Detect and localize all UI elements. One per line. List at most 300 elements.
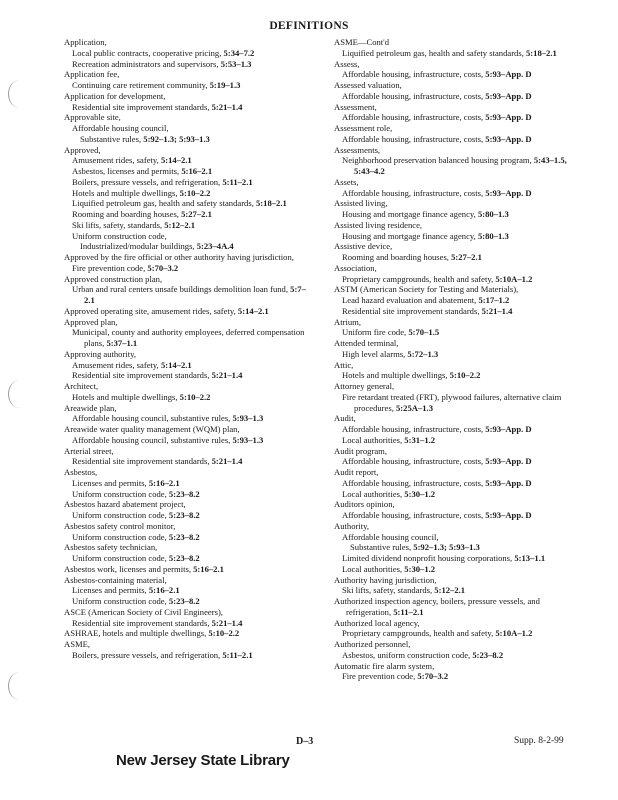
index-subentry bbox=[64, 478, 312, 489]
index-subentry bbox=[334, 48, 584, 59]
index-subentry bbox=[64, 155, 312, 166]
entry-text: Authorized personnel, bbox=[334, 639, 411, 649]
entry-text: Approved, bbox=[64, 144, 101, 155]
entry-text: Uniform construction code, bbox=[72, 553, 169, 563]
citation: 5:34–7.2 bbox=[223, 47, 255, 58]
entry-text: Rooming and boarding houses, bbox=[72, 209, 182, 219]
entry-text: Affordable housing, infrastructure, costs, bbox=[342, 112, 486, 123]
entry-text: Uniform construction code, bbox=[72, 510, 169, 520]
index-term bbox=[64, 91, 312, 102]
index-term bbox=[64, 446, 312, 457]
entry-text: Neighborhood preservation balanced housing program, bbox=[342, 155, 534, 166]
index-term bbox=[64, 575, 312, 586]
citation: 5:93–1.3 bbox=[232, 434, 264, 445]
index-term bbox=[64, 403, 312, 414]
entry-text: Fire prevention code, bbox=[72, 262, 148, 273]
entry-text: Affordable housing council, bbox=[72, 123, 169, 133]
entry-text: Boilers, pressure vessels, and refrigeration, bbox=[72, 176, 223, 187]
entry-text: ASME—Cont'd bbox=[334, 37, 390, 47]
citation: 5:10–2.2 bbox=[208, 628, 240, 639]
entry-text: Rooming and boarding houses, bbox=[342, 252, 452, 262]
index-subentry bbox=[64, 456, 312, 467]
entry-text: Attended terminal, bbox=[334, 338, 399, 348]
entry-text: Substantive rules, bbox=[350, 542, 414, 553]
citation: 5:80–1.3 bbox=[477, 209, 509, 219]
citation: 5:93–App. D bbox=[485, 90, 532, 101]
index-subentry bbox=[64, 553, 312, 564]
entry-text: Affordable housing, infrastructure, costs, bbox=[342, 510, 486, 520]
entry-text: Application fee, bbox=[64, 69, 120, 80]
index-subentry bbox=[64, 188, 312, 199]
index-term bbox=[334, 381, 584, 392]
entry-text: Architect, bbox=[64, 381, 99, 391]
entry-text: Authorized local agency, bbox=[334, 617, 420, 628]
entry-text: Residential site improvement standards, bbox=[72, 370, 212, 381]
entry-text: Affordable housing, infrastructure, costs, bbox=[342, 477, 486, 488]
index-term bbox=[334, 263, 584, 274]
index-term bbox=[334, 241, 584, 252]
entry-text: Housing and mortgage finance agency, bbox=[342, 230, 478, 241]
entry-text: Residential site improvement standards, bbox=[72, 101, 212, 112]
index-term bbox=[334, 521, 584, 532]
entry-text: Lead hazard evaluation and abatement, bbox=[342, 295, 479, 305]
citation: 5:23–8.2 bbox=[168, 553, 200, 563]
index-subentry bbox=[64, 650, 312, 661]
index-term bbox=[334, 177, 584, 188]
citation: 5:25A–1.3 bbox=[396, 402, 433, 413]
citation: 5:12–2.1 bbox=[434, 585, 466, 596]
index-term bbox=[64, 607, 312, 618]
index-subentry bbox=[334, 155, 584, 177]
binder-hole-middle bbox=[8, 380, 31, 408]
index-subentry bbox=[334, 231, 584, 242]
entry-text: Authorized inspection agency, boilers, pressure vessels, and refrigeration, bbox=[334, 596, 540, 617]
citation: 5:93–App. D bbox=[485, 456, 532, 467]
index-subentry bbox=[334, 349, 584, 360]
entry-text: Approved by the fire official or other authority having jurisdiction, bbox=[64, 252, 294, 262]
index-term bbox=[334, 220, 584, 231]
citation: 5:16–2.1 bbox=[148, 477, 180, 488]
index-subentry bbox=[64, 177, 312, 188]
entry-text: Asbestos-containing material, bbox=[64, 574, 167, 585]
entry-text: ASTM (American Society for Testing and Materials), bbox=[334, 284, 519, 295]
entry-text: Residential site improvement standards, bbox=[72, 456, 212, 467]
index-term bbox=[64, 467, 312, 478]
citation: 5:92–1.3; 5:93–1.3 bbox=[143, 133, 210, 144]
citation: 5:10–2.2 bbox=[179, 391, 211, 402]
entry-text: Audit report, bbox=[334, 467, 379, 477]
entry-text: Fire retardant treated (FRT), plywood failures, alternative claim procedures, bbox=[342, 391, 562, 413]
index-subentry bbox=[334, 532, 584, 543]
index-term bbox=[64, 564, 312, 575]
entry-text: Affordable housing council, substantive rules, bbox=[72, 413, 233, 424]
index-term bbox=[64, 639, 312, 650]
index-subentry bbox=[64, 80, 312, 91]
page-number: D–3 bbox=[296, 736, 314, 747]
entry-text: Boilers, pressure vessels, and refrigeration, bbox=[72, 649, 223, 660]
citation: 5:12–2.1 bbox=[164, 219, 196, 230]
entry-text: Hotels and multiple dwellings, bbox=[72, 187, 180, 198]
entry-text: Local authorities, bbox=[342, 488, 405, 499]
citation: 5:10–2.2 bbox=[449, 370, 481, 381]
entry-text: Limited dividend nonprofit housing corporations, bbox=[342, 553, 515, 563]
citation: 5:27–2.1 bbox=[181, 209, 212, 219]
entry-text: Amusement rides, safety, bbox=[72, 359, 161, 370]
left-column bbox=[64, 37, 312, 661]
entry-text: Assisted living, bbox=[334, 198, 388, 209]
index-subentry bbox=[334, 424, 584, 435]
entry-text: Approvable site, bbox=[64, 112, 121, 123]
entry-text: Affordable housing, infrastructure, costs, bbox=[342, 133, 486, 144]
citation: 5:11–2.1 bbox=[222, 176, 253, 187]
entry-text: Amusement rides, safety, bbox=[72, 155, 161, 166]
index-subentry bbox=[64, 489, 312, 500]
entry-text: Arterial street, bbox=[64, 445, 114, 456]
index-subentry bbox=[334, 456, 584, 467]
citation: 5:17–1.2 bbox=[478, 295, 510, 305]
citation: 5:93–App. D bbox=[485, 510, 532, 520]
index-term bbox=[64, 317, 312, 328]
index-subentry bbox=[64, 48, 312, 59]
index-subentry bbox=[334, 327, 584, 338]
entry-text: Liquified petroleum gas, health and safety standards, bbox=[72, 198, 256, 209]
entry-text: Municipal, county and authority employees, deferred compensation plans, bbox=[72, 327, 305, 348]
index-subentry bbox=[334, 650, 584, 661]
entry-text: Assisted living residence, bbox=[334, 219, 423, 230]
index-subentry bbox=[334, 553, 584, 564]
index-term bbox=[64, 274, 312, 285]
citation: 5:10A–1.2 bbox=[495, 273, 533, 284]
index-subentry bbox=[334, 435, 584, 446]
entry-text: Assets, bbox=[334, 176, 359, 187]
entry-text: Hotels and multiple dwellings, bbox=[72, 391, 180, 402]
entry-text: ASME, bbox=[64, 639, 91, 649]
entry-text: Substantive rules, bbox=[80, 133, 144, 144]
entry-text: Assessed valuation, bbox=[334, 80, 402, 90]
citation: 5:93–App. D bbox=[485, 187, 532, 198]
citation: 5:70–3.2 bbox=[147, 262, 179, 273]
citation: 5:31–1.2 bbox=[404, 434, 436, 445]
entry-text: Approving authority, bbox=[64, 348, 137, 359]
citation: 5:23–8.2 bbox=[168, 596, 200, 606]
index-subentry bbox=[64, 123, 312, 134]
index-term bbox=[334, 639, 584, 650]
page-title: DEFINITIONS bbox=[269, 20, 349, 32]
entry-text: Affordable housing, infrastructure, costs, bbox=[342, 90, 486, 101]
index-subentry bbox=[64, 413, 312, 424]
index-subentry bbox=[334, 295, 584, 306]
index-term bbox=[334, 338, 584, 349]
citation: 5:21–1.4 bbox=[211, 101, 243, 112]
entry-text: Uniform construction code, bbox=[72, 596, 169, 606]
index-term bbox=[64, 306, 312, 317]
entry-text: Assessments, bbox=[334, 144, 381, 155]
entry-text: Auditors opinion, bbox=[334, 499, 395, 510]
citation: 5:23–8.2 bbox=[168, 510, 200, 520]
index-term bbox=[64, 349, 312, 360]
entry-text: Local authorities, bbox=[342, 434, 405, 445]
entry-text: Affordable housing, infrastructure, costs, bbox=[342, 69, 486, 80]
index-subentry bbox=[334, 209, 584, 220]
citation: 5:18–2.1 bbox=[526, 47, 557, 58]
index-subentry bbox=[334, 274, 584, 285]
entry-text: High level alarms, bbox=[342, 348, 408, 359]
citation: 5:14–2.1 bbox=[160, 155, 192, 166]
index-term bbox=[334, 123, 584, 134]
entry-text: Asbestos safety technician, bbox=[64, 542, 158, 553]
index-subentry bbox=[334, 91, 584, 102]
index-subentry bbox=[64, 284, 312, 306]
index-term bbox=[334, 80, 584, 91]
entry-text: Automatic fire alarm system, bbox=[334, 660, 435, 671]
citation: 5:21–1.4 bbox=[481, 305, 513, 316]
citation: 5:21–1.4 bbox=[211, 370, 243, 381]
citation: 5:53–1.3 bbox=[220, 58, 252, 69]
index-subentry bbox=[64, 510, 312, 521]
entry-text: Local authorities, bbox=[342, 563, 405, 574]
index-term bbox=[334, 284, 584, 295]
index-term bbox=[64, 499, 312, 510]
entry-text: Assistive device, bbox=[334, 241, 393, 252]
index-subentry bbox=[334, 69, 584, 80]
citation: 5:93–1.3 bbox=[232, 413, 264, 424]
entry-text: Affordable housing council, substantive rules, bbox=[72, 434, 233, 445]
supplement-date: Supp. 8-2-99 bbox=[514, 736, 564, 746]
entry-text: Uniform construction code, bbox=[72, 230, 167, 241]
entry-text: Asbestos, bbox=[64, 467, 98, 477]
entry-text: Residential site improvement standards, bbox=[342, 305, 482, 316]
entry-text: Asbestos, uniform construction code, bbox=[342, 649, 473, 660]
index-term bbox=[334, 446, 584, 457]
index-subentry bbox=[334, 489, 584, 500]
entry-text: Proprietary campgrounds, health and safety, bbox=[342, 273, 496, 284]
citation: 5:80–1.3 bbox=[477, 230, 509, 241]
index-term bbox=[64, 69, 312, 80]
citation: 5:23–8.2 bbox=[472, 649, 504, 660]
index-subentry bbox=[64, 198, 312, 209]
index-term bbox=[334, 661, 584, 672]
index-subentry bbox=[64, 327, 312, 349]
index-subentry bbox=[334, 585, 584, 596]
citation: 5:23–8.2 bbox=[168, 488, 200, 499]
entry-text: Asbestos hazard abatement project, bbox=[64, 499, 186, 510]
entry-text: ASHRAE, hotels and multiple dwellings, bbox=[64, 628, 209, 639]
citation: 5:30–1.2 bbox=[404, 488, 436, 499]
entry-text: Approved construction plan, bbox=[64, 273, 163, 284]
right-column bbox=[334, 37, 584, 682]
index-subentry bbox=[334, 510, 584, 521]
citation: 5:10A–1.2 bbox=[495, 628, 533, 639]
citation: 5:23–8.2 bbox=[168, 531, 200, 542]
index-subentry bbox=[334, 564, 584, 575]
index-subentry bbox=[64, 263, 312, 274]
citation: 5:93–App. D bbox=[485, 112, 532, 123]
entry-text: Attorney general, bbox=[334, 381, 395, 391]
entry-text: Affordable housing, infrastructure, costs, bbox=[342, 456, 486, 467]
entry-text: Application for development, bbox=[64, 90, 166, 101]
citation: 5:14–2.1 bbox=[160, 359, 192, 370]
index-term bbox=[334, 37, 584, 48]
index-subentry bbox=[334, 252, 584, 263]
index-term bbox=[334, 145, 584, 156]
entry-text: Recreation administrators and supervisors, bbox=[72, 58, 221, 69]
index-subentry bbox=[64, 220, 312, 231]
citation: 5:14–2.1 bbox=[237, 305, 269, 316]
entry-text: Assessment role, bbox=[334, 123, 393, 133]
citation: 5:92–1.3; 5:93–1.3 bbox=[413, 542, 480, 553]
index-term bbox=[334, 59, 584, 70]
citation: 5:16–2.1 bbox=[148, 585, 180, 596]
entry-text: Residential site improvement standards, bbox=[72, 617, 212, 628]
binder-hole-top bbox=[8, 80, 31, 108]
index-subentry bbox=[64, 241, 312, 252]
index-subentry bbox=[64, 360, 312, 371]
entry-text: Licenses and permits, bbox=[72, 585, 149, 596]
index-term bbox=[64, 521, 312, 532]
entry-text: Application, bbox=[64, 37, 107, 47]
index-term bbox=[64, 628, 312, 639]
index-subentry bbox=[334, 392, 584, 414]
citation: 5:43–1.5, 5:43–4.2 bbox=[354, 155, 567, 176]
entry-text: Approved plan, bbox=[64, 316, 118, 327]
entry-text: Authority having jurisdiction, bbox=[334, 574, 437, 585]
entry-text: Fire prevention code, bbox=[342, 671, 418, 682]
entry-text: Affordable housing, infrastructure, costs, bbox=[342, 424, 486, 434]
index-term bbox=[64, 37, 312, 48]
entry-text: Proprietary campgrounds, health and safety, bbox=[342, 628, 496, 639]
entry-text: Assessment, bbox=[334, 101, 377, 112]
entry-text: Housing and mortgage finance agency, bbox=[342, 209, 478, 219]
index-subentry bbox=[64, 231, 312, 242]
index-subentry bbox=[64, 102, 312, 113]
index-subentry bbox=[64, 166, 312, 177]
entry-text: Urban and rural centers unsafe buildings demolition loan fund, bbox=[72, 284, 291, 295]
citation: 5:10–2.2 bbox=[179, 187, 211, 198]
entry-text: Affordable housing council, bbox=[342, 531, 439, 542]
index-subentry bbox=[64, 209, 312, 220]
entry-text: Asbestos safety control monitor, bbox=[64, 520, 176, 531]
index-term bbox=[334, 198, 584, 209]
index-subentry bbox=[334, 134, 584, 145]
entry-text: Licenses and permits, bbox=[72, 477, 149, 488]
index-subentry bbox=[334, 671, 584, 682]
index-subentry bbox=[334, 542, 584, 553]
index-subentry bbox=[64, 585, 312, 596]
entry-text: Industrialized/modular buildings, bbox=[80, 241, 197, 252]
index-term bbox=[334, 618, 584, 629]
citation: 5:93–App. D bbox=[485, 69, 532, 80]
index-term bbox=[334, 102, 584, 113]
entry-text: Areawide plan, bbox=[64, 402, 117, 413]
index-term bbox=[334, 413, 584, 424]
citation: 5:37–1.1 bbox=[106, 338, 138, 348]
index-subentry bbox=[64, 134, 312, 145]
citation: 5:16–2.1 bbox=[181, 166, 213, 176]
index-subentry bbox=[334, 188, 584, 199]
entry-text: Local public contracts, cooperative pricing, bbox=[72, 47, 224, 58]
index-term bbox=[334, 575, 584, 586]
index-term bbox=[334, 360, 584, 371]
entry-text: Attic, bbox=[334, 359, 354, 370]
index-term bbox=[334, 317, 584, 328]
index-subentry bbox=[334, 306, 584, 317]
index-term bbox=[64, 424, 312, 435]
citation: 5:13–1.1 bbox=[514, 553, 546, 563]
entry-text: Affordable housing, infrastructure, costs, bbox=[342, 187, 486, 198]
index-term bbox=[334, 596, 584, 618]
entry-text: Authority, bbox=[334, 520, 370, 531]
entry-text: Association, bbox=[334, 262, 377, 273]
index-term bbox=[64, 252, 312, 263]
entry-text: Approved operating site, amusement rides, safety, bbox=[64, 305, 238, 316]
citation: 5:11–2.1 bbox=[222, 649, 253, 660]
entry-text: Ski lifts, safety, standards, bbox=[72, 219, 165, 230]
index-term bbox=[334, 499, 584, 510]
citation: 5:18–2.1 bbox=[256, 198, 287, 209]
entry-text: ASCE (American Society of Civil Engineers), bbox=[64, 606, 223, 617]
index-subentry bbox=[64, 532, 312, 543]
citation: 5:19–1.3 bbox=[209, 80, 241, 90]
citation: 5:7–2.1 bbox=[84, 284, 306, 305]
index-term bbox=[64, 112, 312, 123]
citation: 5:93–App. D bbox=[485, 424, 532, 434]
citation: 5:72–1.3 bbox=[407, 348, 439, 359]
library-stamp: New Jersey State Library bbox=[116, 752, 290, 769]
entry-text: Uniform fire code, bbox=[342, 327, 409, 338]
entry-text: Areawide water quality management (WQM) plan, bbox=[64, 424, 240, 434]
citation: 5:21–1.4 bbox=[211, 617, 243, 628]
index-term bbox=[64, 381, 312, 392]
entry-text: Audit, bbox=[334, 413, 356, 424]
index-term bbox=[64, 542, 312, 553]
index-subentry bbox=[64, 618, 312, 629]
entry-text: Uniform construction code, bbox=[72, 531, 169, 542]
index-subentry bbox=[334, 370, 584, 381]
index-subentry bbox=[64, 370, 312, 381]
citation: 5:30–1.2 bbox=[404, 563, 436, 574]
entry-text: Continuing care retirement community, bbox=[72, 80, 210, 90]
entry-text: Assess, bbox=[334, 58, 360, 69]
citation: 5:93–App. D bbox=[485, 133, 532, 144]
binder-hole-bottom bbox=[8, 672, 31, 700]
citation: 5:70–3.2 bbox=[417, 671, 449, 682]
citation: 5:70–1.5 bbox=[408, 327, 440, 338]
index-subentry bbox=[334, 478, 584, 489]
entry-text: Uniform construction code, bbox=[72, 488, 169, 499]
index-subentry bbox=[64, 596, 312, 607]
citation: 5:21–1.4 bbox=[211, 456, 243, 467]
entry-text: Hotels and multiple dwellings, bbox=[342, 370, 450, 381]
entry-text: Audit program, bbox=[334, 445, 387, 456]
citation: 5:27–2.1 bbox=[451, 252, 482, 262]
entry-text: Ski lifts, safety, standards, bbox=[342, 585, 435, 596]
citation: 5:23–4A.4 bbox=[196, 241, 234, 252]
index-subentry bbox=[64, 392, 312, 403]
index-term bbox=[334, 467, 584, 478]
index-subentry bbox=[334, 628, 584, 639]
entry-text: Asbestos, licenses and permits, bbox=[72, 166, 182, 176]
index-term bbox=[64, 145, 312, 156]
citation: 5:16–2.1 bbox=[193, 563, 224, 574]
entry-text: Atrium, bbox=[334, 316, 361, 327]
index-subentry bbox=[64, 59, 312, 70]
citation: 5:93–App. D bbox=[485, 477, 532, 488]
index-subentry bbox=[64, 435, 312, 446]
citation: 5:11–2.1 bbox=[393, 606, 424, 617]
entry-text: Asbestos work, licenses and permits, bbox=[64, 563, 194, 574]
entry-text: Liquified petroleum gas, health and safety standards, bbox=[342, 47, 526, 58]
index-subentry bbox=[334, 112, 584, 123]
